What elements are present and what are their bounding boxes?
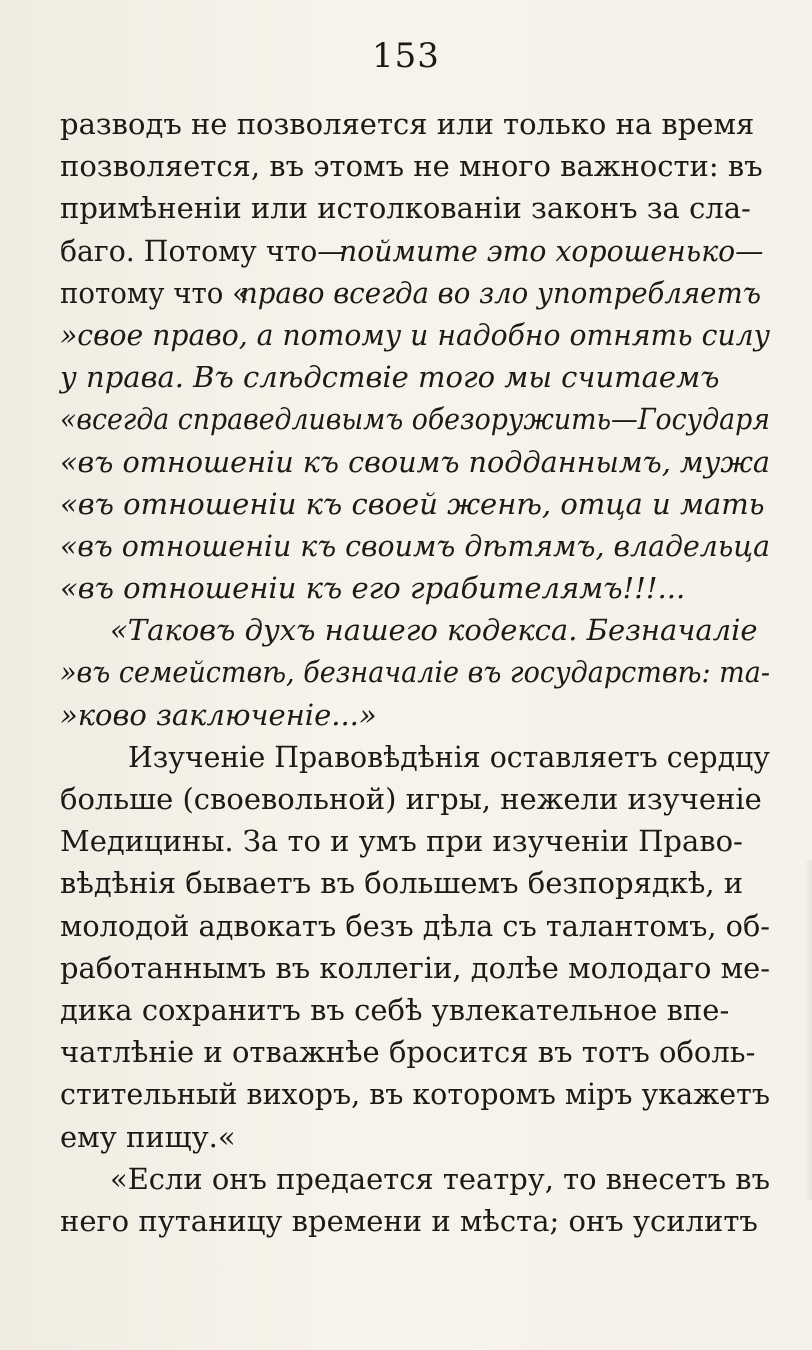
text-line-15: »ково заключеніе...» [60, 697, 377, 732]
text-line-27: него путаницу времени и мѣста; онъ усилитъ [60, 1203, 758, 1238]
text-line-16: Изученіе Правовѣдѣнія оставляетъ сердцу [128, 739, 770, 774]
text-line-5-italic: право всегда во зло употребляетъ [239, 275, 761, 310]
text-line-9: «въ отношеніи къ своимъ подданнымъ, мужа [60, 444, 770, 479]
page-body-text [60, 103, 770, 1242]
text-line-24: стительный вихоръ, въ которомъ міръ укажетъ [60, 1077, 770, 1112]
text-line-6: »свое право, а потому и надобно отнять силу [60, 317, 770, 352]
text-line-14: »въ семействѣ, безначаліе въ государствѣ: та- [60, 655, 770, 690]
text-line-4-roman: баго. Потому что— [60, 233, 346, 268]
text-line-4-italic: поймите это хорошенько— [338, 233, 764, 268]
page-edge-shadow [804, 860, 812, 1200]
text-line-1: разводъ не позволяется или только на время [60, 107, 755, 141]
text-line-7: у права. Въ слѣдствіе того мы считаемъ [60, 360, 720, 395]
text-line-22: дика сохранитъ въ себѣ увлекательное впе- [60, 992, 730, 1027]
page-number: 153 [372, 36, 440, 76]
text-line-13: «Таковъ духъ нашего кодекса. Безначаліе [110, 613, 758, 648]
text-line-21: работаннымъ въ коллегіи, долѣе молодаго ме- [60, 950, 770, 985]
text-line-2: позволяется, въ этомъ не много важности: въ [60, 149, 763, 184]
text-line-11: «въ отношеніи къ своимъ дѣтямъ, владельца [60, 528, 770, 563]
text-line-3: примѣненіи или истолкованіи законъ за сла- [60, 191, 751, 226]
text-line-23: чатлѣніе и отважнѣе бросится въ тотъ оболь- [60, 1035, 756, 1070]
text-line-17: больше (своевольной) игры, нежели изученіе [60, 782, 762, 816]
text-line-18: Медицины. За то и умъ при изученіи Право- [60, 824, 743, 859]
text-line-20: молодой адвокатъ безъ дѣла съ талантомъ, об- [60, 908, 770, 943]
text-line-10: «въ отношеніи къ своей женѣ, отца и мать [60, 486, 765, 521]
text-line-5-roman: потому что « [60, 275, 249, 310]
text-line-12: «въ отношеніи къ его грабителямъ!!!... [60, 571, 686, 606]
text-line-4 [60, 230, 770, 272]
text-line-8: «всегда справедливымъ обезоружить—Государя [60, 402, 770, 437]
text-line-19: вѣдѣнія бываетъ въ большемъ безпорядкѣ, и [60, 866, 744, 901]
text-line-26: «Если онъ предается театру, то внесетъ въ [110, 1161, 770, 1196]
text-line-5 [60, 272, 770, 314]
text-line-25: ему пищу.« [60, 1119, 236, 1154]
